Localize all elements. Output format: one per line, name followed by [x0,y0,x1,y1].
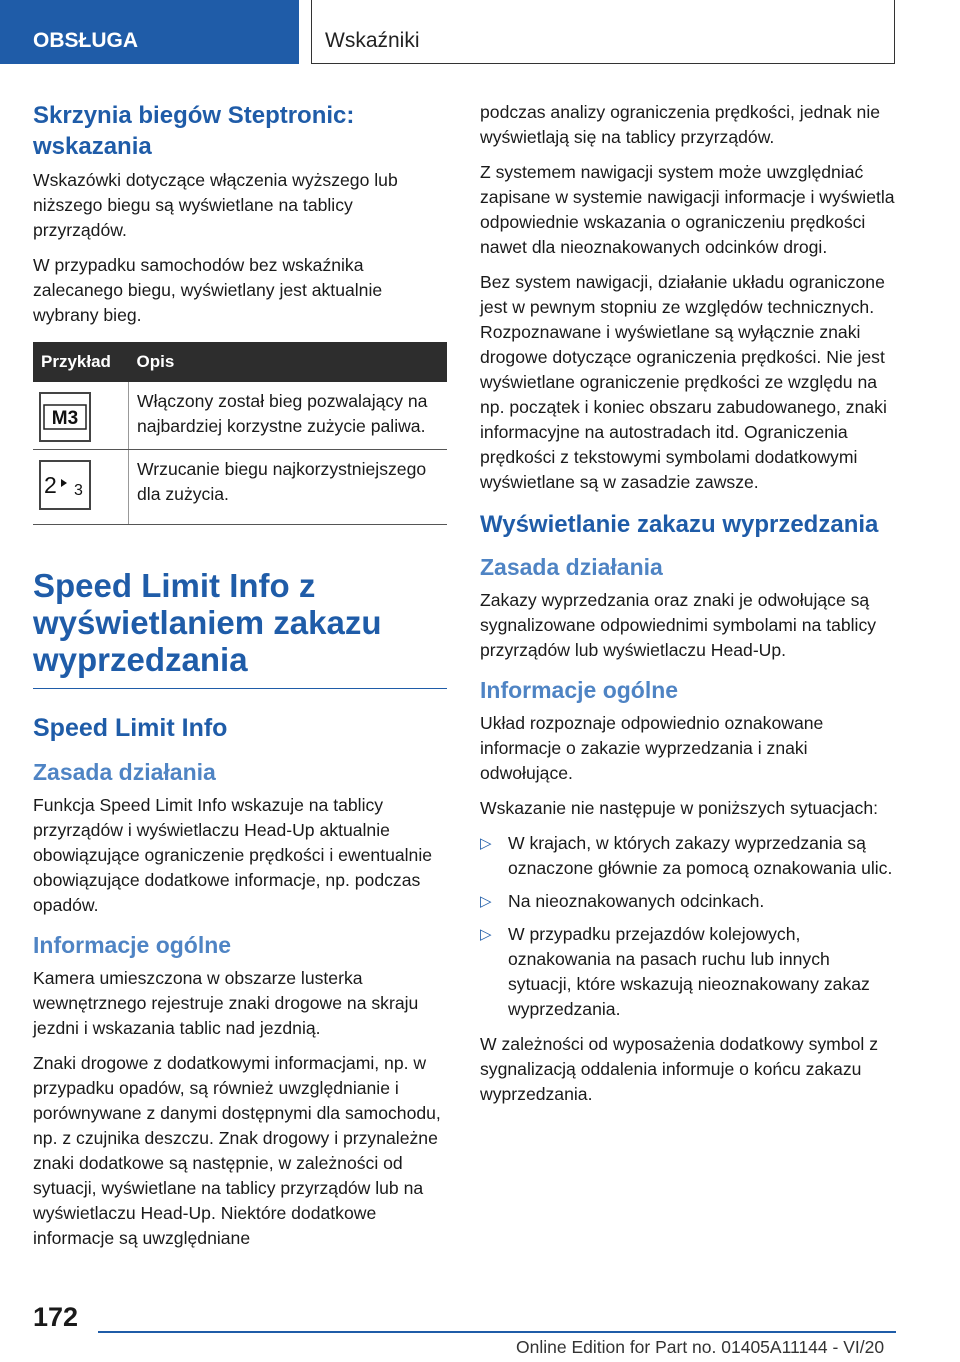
triangle-bullet-icon: ▷ [480,926,492,943]
page-number: 172 [33,1302,79,1332]
gear-m3-icon [39,392,91,442]
paragraph: podczas analizy ograniczenia prędkości, jednak nie wyświetlają się na tablicy przyrządów. [480,102,881,147]
table-row [33,450,447,525]
list-item: ▷ W krajach, w których zakazy wyprzedzania są oznaczone głównie za pomocą oznakowania ulic. [480,833,893,878]
situation-list [480,831,896,1022]
paragraph: Z systemem nawigacji system może uwzględniać zapisane w systemie nawigacji informacje i wyświetla odpowiednie wskazania o ograniczeniu prędkości nawet dla nieoznakowanych odcinków drogi. [480,162,895,257]
gear-m3-label: M3 [51,408,79,429]
paragraph: Bez system nawigacji, działanie układu ograniczone jest w pewnym stopniu ze względów technicznych. Rozpoznawane i wyświetlane są wyłącznie znaki drogowe dotyczące ograniczenia prędkości. Nie jest wyświetlane ograniczenie prędkości ze względu na np. początek i koniec obszaru zabudowanego, znaki informacyjne na autostradach itd. Ograniczenia prędkości z tekstowymi symbolami dodatkowymi wyświetlane są w zasadzie zawsze. [480,272,887,492]
speed-limit-info-heading: Speed Limit Info [33,714,228,742]
shift-up-icon [39,460,91,510]
edition-footer: Online Edition for Part no. 01405A11144 - VI/20 [516,1337,885,1357]
table-row [33,382,447,450]
chapter-title: Wskaźniki [311,0,895,64]
paragraph: Układ rozpoznaje odpowiednio oznakowane informacje o zakazie wyprzedzania i znaki odwołujące. [480,713,824,783]
list-item: ▷ W przypadku przejazdów kolejowych, oznakowania na pasach ruchu lub innych sytuacji, które wskazują nieoznakowany zakaz wyprzedzania. [480,924,870,1019]
table-header-description: Opis [129,342,448,382]
left-column [33,100,447,1261]
paragraph: Wskazówki dotyczące włączenia wyższego lub niższego biegu są wyświetlane na tablicy przyrządów. [33,170,398,240]
svg-text:3: 3 [74,482,83,499]
gear-indicator-table [33,342,447,525]
steptronic-heading: Skrzynia biegów Steptronic: wskazania [33,102,355,160]
section-tab: OBSŁUGA [0,0,299,64]
triangle-bullet-icon: ▷ [480,835,492,852]
paragraph: Kamera umieszczona w obszarze lusterka wewnętrznego rejestruje znaki drogowe na skraju jezdni i wskazania tablic nad jezdnią. [33,968,419,1038]
general-info-heading: Informacje ogólne [480,677,679,703]
paragraph: Zakazy wyprzedzania oraz znaki je odwołujące są sygnalizowane odpowiednimi symbolami na tablicy przyrządów lub wyświetlaczu Head-Up. [480,590,877,660]
triangle-bullet-icon: ▷ [480,893,492,910]
principle-heading: Zasada działania [480,554,663,580]
paragraph: W przypadku samochodów bez wskaźnika zalecanego biegu, wyświetlany jest aktualnie wybrany bieg. [33,255,383,325]
no-overtaking-heading: Wyświetlanie zakazu wyprzedzania [480,511,879,538]
paragraph: Znaki drogowe z dodatkowymi informacjami, np. w przypadku opadów, są również uwzględnianie i porównywane z danymi dostępnymi dla samochodu, np. z czujnika deszczu. Znak drogowy i przynależne znaki dodatkowe są następnie, w zależności od sytuacji, wyświetlane na tablicy przyrządów lub na wyświetlaczu Head-Up. Niektóre dodatkowe informacje są uwzględniane [33,1053,441,1248]
paragraph: Funkcja Speed Limit Info wskazuje na tablicy przyrządów i wyświetlaczu Head-Up aktualnie obowiązujące ograniczenie prędkości i ewentualnie obowiązujące dodatkowe informacje, np. podczas opadów. [33,795,433,915]
paragraph: W zależności od wyposażenia dodatkowy symbol z sygnalizacją oddalenia informuje o końcu zakazu wyprzedzania. [480,1034,878,1104]
svg-text:2: 2 [44,472,57,498]
table-cell-description: Wrzucanie biegu najkorzystniejszego dla zużycia. [129,450,448,525]
table-cell-description: Włączony został bieg pozwalający na najbardziej korzystne zużycie paliwa. [129,382,448,450]
table-header-example: Przykład [33,342,129,382]
general-info-heading: Informacje ogólne [33,932,232,958]
speed-limit-main-heading: Speed Limit Info z wyświetlaniem zakazu wyprzedzania [33,567,447,689]
paragraph: Wskazanie nie następuje w poniższych sytuacjach: [480,798,879,818]
right-column [480,100,896,1117]
footer-divider [98,1331,896,1333]
principle-heading: Zasada działania [33,759,216,785]
list-item: ▷ Na nieoznakowanych odcinkach. [480,889,896,914]
